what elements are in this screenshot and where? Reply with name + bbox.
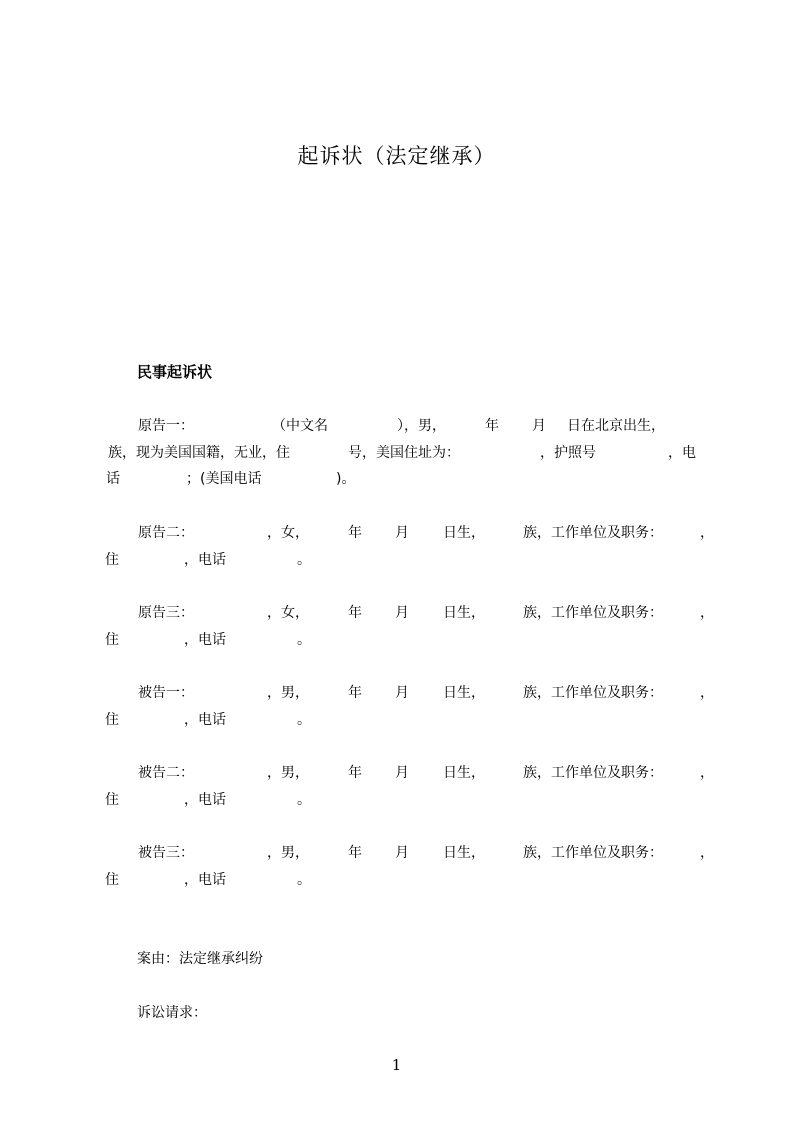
party-ethnic-employer: 族，工作单位及职务： <box>523 525 663 541</box>
party-comma: ， <box>700 765 714 781</box>
party-gender: ，男， <box>267 845 309 861</box>
party-year: 年 <box>348 765 362 781</box>
party-ethnic-employer: 族，工作单位及职务： <box>523 765 663 781</box>
party-gender: ，男， <box>267 765 309 781</box>
party-comma: ， <box>700 845 714 861</box>
plaintiff-1-us-phone: ；(美国电话 <box>186 471 262 487</box>
party-label: 原告二： <box>138 525 194 541</box>
party-phone: ，电话 <box>184 552 226 568</box>
plaintiff-1-passport: ，护照号 <box>540 445 596 461</box>
party-birth-day: 日生， <box>443 845 485 861</box>
plaintiff-1-chinese-name: （中文名 <box>272 418 328 434</box>
party-year: 年 <box>348 605 362 621</box>
party-year: 年 <box>348 525 362 541</box>
party-gender: ，男， <box>267 685 309 701</box>
party-month: 月 <box>395 685 409 701</box>
party-residence: 住 <box>105 792 119 808</box>
party-comma: ， <box>700 605 714 621</box>
party-month: 月 <box>395 605 409 621</box>
party-label: 被告二： <box>138 765 194 781</box>
party-comma: ， <box>700 685 714 701</box>
plaintiff-1-year: 年 <box>485 418 499 434</box>
party-label: 被告三： <box>138 845 194 861</box>
party-year: 年 <box>348 685 362 701</box>
party-residence: 住 <box>105 632 119 648</box>
party-residence: 住 <box>105 552 119 568</box>
plaintiff-1-month: 月 <box>532 418 546 434</box>
party-label: 被告一： <box>138 685 194 701</box>
party-month: 月 <box>395 845 409 861</box>
section-heading: 民事起诉状 <box>137 363 213 381</box>
party-phone: ，电话 <box>184 792 226 808</box>
plaintiff-1-birthplace: 日在北京出生， <box>567 418 665 434</box>
party-ethnic-employer: 族，工作单位及职务： <box>523 685 663 701</box>
plaintiff-1-phone-suffix: 话 <box>106 471 120 487</box>
party-birth-day: 日生， <box>443 685 485 701</box>
plaintiff-1-label: 原告一： <box>138 418 194 434</box>
party-residence: 住 <box>105 872 119 888</box>
plaintiff-1-nationality: 族，现为美国国籍，无业，住 <box>108 445 290 461</box>
party-ethnic-employer: 族，工作单位及职务： <box>523 845 663 861</box>
party-end: 。 <box>297 632 311 648</box>
document-title: 起诉状（法定继承） <box>297 144 496 168</box>
plaintiff-1-end: )。 <box>336 471 356 487</box>
party-month: 月 <box>395 765 409 781</box>
plaintiff-1-gender: ），男， <box>397 418 446 434</box>
party-phone: ，电话 <box>184 872 226 888</box>
party-comma: ， <box>700 525 714 541</box>
page-number: 1 <box>391 1056 402 1074</box>
party-year: 年 <box>348 845 362 861</box>
party-month: 月 <box>395 525 409 541</box>
plaintiff-1-us-address: 号，美国住址为： <box>348 445 460 461</box>
party-birth-day: 日生， <box>443 765 485 781</box>
party-end: 。 <box>297 712 311 728</box>
party-gender: ，女， <box>267 605 309 621</box>
party-birth-day: 日生， <box>443 605 485 621</box>
party-label: 原告三： <box>138 605 194 621</box>
party-end: 。 <box>297 552 311 568</box>
party-birth-day: 日生， <box>443 525 485 541</box>
party-gender: ，女， <box>267 525 309 541</box>
case-cause: 案由：法定继承纠纷 <box>137 951 263 967</box>
party-end: 。 <box>297 872 311 888</box>
claims-label: 诉讼请求： <box>137 1005 207 1021</box>
party-ethnic-employer: 族，工作单位及职务： <box>523 605 663 621</box>
party-phone: ，电话 <box>184 632 226 648</box>
party-end: 。 <box>297 792 311 808</box>
party-residence: 住 <box>105 712 119 728</box>
party-phone: ，电话 <box>184 712 226 728</box>
plaintiff-1-phone-prefix: ，电 <box>668 445 696 461</box>
